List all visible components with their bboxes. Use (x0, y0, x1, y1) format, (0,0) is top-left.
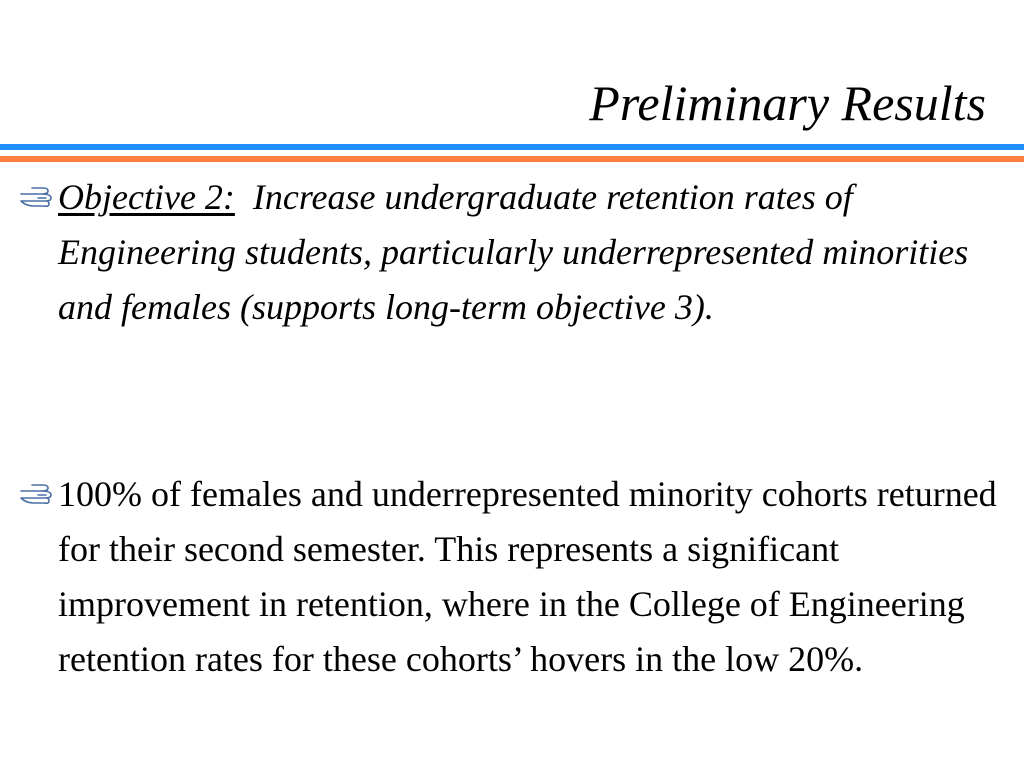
slide-title: Preliminary Results (589, 75, 986, 131)
objective-spacer (235, 177, 253, 217)
bullet-objective (58, 170, 998, 335)
pointing-hand-icon (18, 184, 58, 208)
pointing-hand-icon (18, 481, 58, 505)
result-text: 100% of females and underrepresented minority cohorts returned for their second semester. This represents a significant improvement in retention, where in the College of Engineering retention rates for these cohorts’ hovers in the low 20%. (58, 474, 997, 679)
objective-label: Objective 2: (58, 177, 235, 217)
title-divider-orange (0, 156, 1024, 162)
title-divider-blue (0, 144, 1024, 150)
objective-text: Increase undergraduate retention rates of Engineering students, particularly underrepresented minorities and females (supports long-term objective 3). (58, 177, 969, 327)
bullet-result (58, 467, 998, 687)
